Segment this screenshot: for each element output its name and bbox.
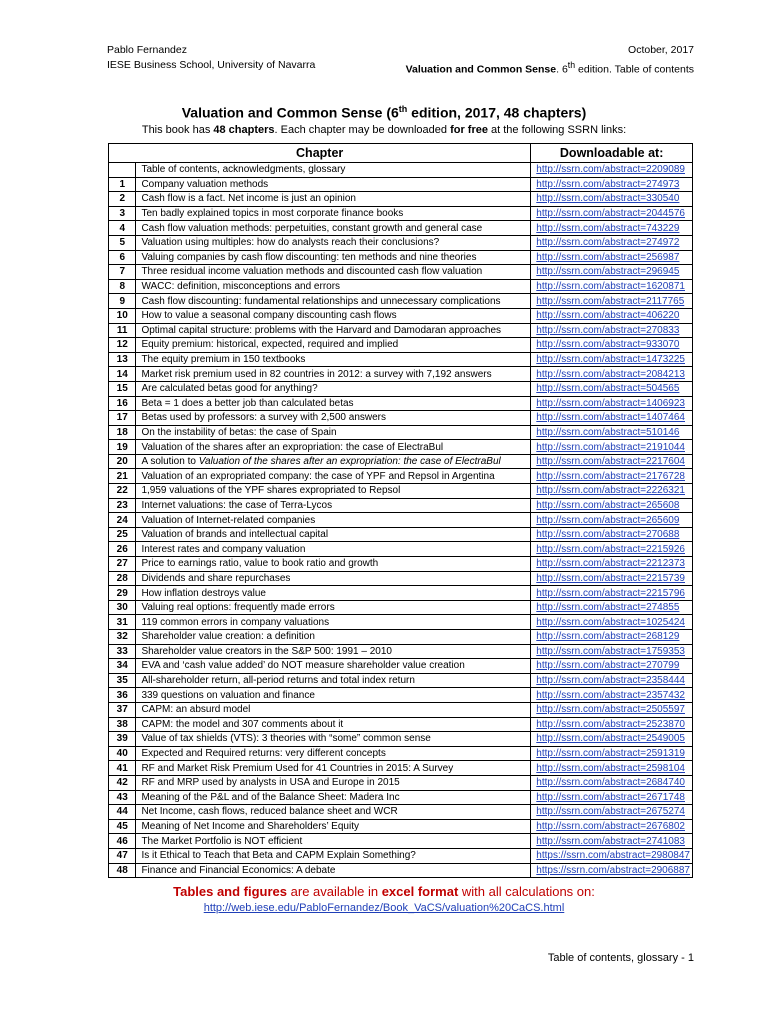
ssrn-link[interactable]: http://ssrn.com/abstract=406220 — [531, 308, 693, 323]
chapter-title: Price to earnings ratio, value to book ratio and growth — [136, 557, 531, 572]
table-row — [109, 221, 693, 236]
chapter-number: 29 — [109, 586, 136, 601]
table-row — [109, 688, 693, 703]
chapter-title: Meaning of Net Income and Shareholders’ Equity — [136, 819, 531, 834]
chapter-title: RF and MRP used by analysts in USA and Europe in 2015 — [136, 775, 531, 790]
chapter-number: 14 — [109, 367, 136, 382]
chapter-title: Valuation using multiples: how do analysts reach their conclusions? — [136, 235, 531, 250]
chapter-title: The equity premium in 150 textbooks — [136, 352, 531, 367]
chapter-number: 40 — [109, 746, 136, 761]
chapter-title: Valuation of the shares after an expropriation: the case of ElectraBul — [136, 440, 531, 455]
ssrn-link[interactable]: http://ssrn.com/abstract=2549005 — [531, 732, 693, 747]
chapter-title: Is it Ethical to Teach that Beta and CAPM Explain Something? — [136, 848, 531, 863]
table-row — [109, 775, 693, 790]
table-row — [109, 834, 693, 849]
table-row — [109, 308, 693, 323]
chapter-number: 27 — [109, 557, 136, 572]
chapter-title-italic: Valuation of the shares after an expropriation: the case of ElectraBul — [198, 456, 501, 468]
note-part-1: are available in — [287, 884, 382, 899]
chapter-title: EVA and ‘cash value added’ do NOT measure shareholder value creation — [136, 659, 531, 674]
chapter-number: 4 — [109, 221, 136, 236]
table-row — [109, 527, 693, 542]
chapter-title: All-shareholder return, all-period returns and total index return — [136, 673, 531, 688]
chapter-number: 8 — [109, 279, 136, 294]
chapter-number: 25 — [109, 527, 136, 542]
excel-link[interactable]: http://web.iese.edu/PabloFernandez/Book_VaCS/valuation%20CaCS.html — [203, 902, 565, 914]
ssrn-link[interactable]: http://ssrn.com/abstract=2117765 — [531, 294, 693, 309]
table-row — [109, 396, 693, 411]
author-affiliation: IESE Business School, University of Navarra — [107, 59, 316, 71]
ssrn-link[interactable]: http://ssrn.com/abstract=265609 — [531, 513, 693, 528]
chapter-title: Meaning of the P&L and of the Balance Sheet: Madera Inc — [136, 790, 531, 805]
chapter-title: Finance and Financial Economics: A debate — [136, 863, 531, 878]
ssrn-link[interactable]: http://ssrn.com/abstract=933070 — [531, 338, 693, 353]
ssrn-link[interactable]: http://ssrn.com/abstract=1759353 — [531, 644, 693, 659]
chapter-number: 36 — [109, 688, 136, 703]
chapter-title: The Market Portfolio is NOT efficient — [136, 834, 531, 849]
chapter-title: Interest rates and company valuation — [136, 542, 531, 557]
table-row — [109, 498, 693, 513]
ssrn-link[interactable]: http://ssrn.com/abstract=270833 — [531, 323, 693, 338]
table-row — [109, 192, 693, 207]
ssrn-link[interactable]: http://ssrn.com/abstract=2675274 — [531, 805, 693, 820]
table-row — [109, 673, 693, 688]
chapter-number: 15 — [109, 381, 136, 396]
ssrn-link[interactable]: http://ssrn.com/abstract=743229 — [531, 221, 693, 236]
table-row — [109, 425, 693, 440]
chapter-title: Beta = 1 does a better job than calculated betas — [136, 396, 531, 411]
chapter-title: CAPM: the model and 307 comments about it — [136, 717, 531, 732]
ssrn-link[interactable]: http://ssrn.com/abstract=2044576 — [531, 206, 693, 221]
ssrn-link[interactable]: http://ssrn.com/abstract=1025424 — [531, 615, 693, 630]
ssrn-link[interactable]: http://ssrn.com/abstract=2358444 — [531, 673, 693, 688]
title-part-2: edition, 2017, 48 chapters) — [407, 104, 587, 121]
table-row — [109, 294, 693, 309]
note-bold-1: Tables and figures — [173, 884, 288, 899]
title-sup: th — [398, 104, 408, 114]
ssrn-link[interactable]: http://ssrn.com/abstract=2191044 — [531, 440, 693, 455]
chapter-title: Equity premium: historical, expected, required and implied — [136, 338, 531, 353]
table-row — [109, 279, 693, 294]
table-row — [109, 790, 693, 805]
table-row — [109, 848, 693, 863]
chapter-number: 44 — [109, 805, 136, 820]
chapter-title: Market risk premium used in 82 countries in 2012: a survey with 7,192 answers — [136, 367, 531, 382]
chapter-number: 5 — [109, 235, 136, 250]
page-footer — [548, 952, 694, 964]
ssrn-link[interactable]: http://ssrn.com/abstract=265608 — [531, 498, 693, 513]
table-row — [109, 746, 693, 761]
table-row — [109, 717, 693, 732]
table-row — [109, 586, 693, 601]
note-part-2: with all calculations on: — [458, 884, 595, 899]
ssrn-link[interactable]: http://ssrn.com/abstract=2215739 — [531, 571, 693, 586]
table-row — [109, 381, 693, 396]
chapter-number: 28 — [109, 571, 136, 586]
table-row — [109, 338, 693, 353]
author-name: Pablo Fernandez — [107, 44, 187, 56]
ssrn-link[interactable]: http://ssrn.com/abstract=2676802 — [531, 819, 693, 834]
ssrn-link[interactable]: https://ssrn.com/abstract=2906887 — [531, 863, 693, 878]
ssrn-link[interactable]: http://ssrn.com/abstract=2505597 — [531, 702, 693, 717]
table-row — [109, 250, 693, 265]
footer-label: Table of contents, glossary - — [547, 952, 688, 964]
ssrn-link[interactable]: http://ssrn.com/abstract=2357432 — [531, 688, 693, 703]
ssrn-link[interactable]: http://ssrn.com/abstract=2084213 — [531, 367, 693, 382]
chapter-title: Company valuation methods — [136, 177, 531, 192]
chapter-title: Three residual income valuation methods and discounted cash flow valuation — [136, 265, 531, 280]
table-row — [109, 163, 693, 178]
subtitle-part-2: . Each chapter may be downloaded — [274, 124, 451, 136]
ssrn-link[interactable]: http://ssrn.com/abstract=1407464 — [531, 411, 693, 426]
chapter-title: Valuing companies by cash flow discounting: ten methods and nine theories — [136, 250, 531, 265]
table-row — [109, 265, 693, 280]
chapter-title: How to value a seasonal company discounting cash flows — [136, 308, 531, 323]
chapter-number: 3 — [109, 206, 136, 221]
table-row — [109, 571, 693, 586]
subtitle-part-1: This book has — [141, 124, 214, 136]
chapter-number: 6 — [109, 250, 136, 265]
chapter-number: 22 — [109, 484, 136, 499]
table-row — [109, 323, 693, 338]
table-row — [109, 367, 693, 382]
note-bold-2: excel format — [381, 884, 459, 899]
header-right — [406, 43, 694, 78]
chapter-number: 31 — [109, 615, 136, 630]
table-row — [109, 411, 693, 426]
table-header-row — [109, 144, 693, 163]
ssrn-link[interactable]: http://ssrn.com/abstract=268129 — [531, 630, 693, 645]
chapter-number: 37 — [109, 702, 136, 717]
chapter-title: Valuation of an expropriated company: the case of YPF and Repsol in Argentina — [136, 469, 531, 484]
chapter-title: Value of tax shields (VTS): 3 theories with “some” common sense — [136, 732, 531, 747]
chapter-title: Betas used by professors: a survey with 2,500 answers — [136, 411, 531, 426]
chapter-title-prefix: A solution to — [141, 456, 199, 468]
chapter-number: 11 — [109, 323, 136, 338]
chapter-number: 12 — [109, 338, 136, 353]
table-row — [109, 440, 693, 455]
chapter-number: 9 — [109, 294, 136, 309]
chapter-number: 18 — [109, 425, 136, 440]
ssrn-link[interactable]: http://ssrn.com/abstract=1473225 — [531, 352, 693, 367]
document-title — [0, 104, 768, 121]
chapter-number — [109, 163, 136, 178]
ssrn-link[interactable]: http://ssrn.com/abstract=2212373 — [531, 557, 693, 572]
subtitle-part-3: at the following SSRN links: — [487, 124, 627, 136]
chapter-column-header: Chapter — [109, 144, 531, 163]
chapter-title: 119 common errors in company valuations — [136, 615, 531, 630]
chapter-title: Optimal capital structure: problems with the Harvard and Damodaran approaches — [136, 323, 531, 338]
chapter-title: Internet valuations: the case of Terra-Lycos — [136, 498, 531, 513]
table-row — [109, 805, 693, 820]
chapter-number: 13 — [109, 352, 136, 367]
chapter-title: Dividends and share repurchases — [136, 571, 531, 586]
header-date: October, 2017 — [628, 44, 694, 56]
chapter-title: WACC: definition, misconceptions and errors — [136, 279, 531, 294]
ssrn-link[interactable]: http://ssrn.com/abstract=1406923 — [531, 396, 693, 411]
chapter-title — [136, 454, 531, 469]
table-row — [109, 659, 693, 674]
chapter-title: How inflation destroys value — [136, 586, 531, 601]
header-book-info — [406, 58, 694, 78]
ssrn-link[interactable]: http://ssrn.com/abstract=330540 — [531, 192, 693, 207]
chapter-number: 24 — [109, 513, 136, 528]
chapter-title: RF and Market Risk Premium Used for 41 Countries in 2015: A Survey — [136, 761, 531, 776]
chapter-number: 26 — [109, 542, 136, 557]
ssrn-link[interactable]: http://ssrn.com/abstract=2591319 — [531, 746, 693, 761]
chapter-title: Cash flow discounting: fundamental relationships and unnecessary complications — [136, 294, 531, 309]
ssrn-link[interactable]: http://ssrn.com/abstract=2176728 — [531, 469, 693, 484]
chapter-number: 32 — [109, 630, 136, 645]
page-number: 1 — [687, 952, 694, 964]
chapter-title: On the instability of betas: the case of Spain — [136, 425, 531, 440]
ssrn-link[interactable]: http://ssrn.com/abstract=270799 — [531, 659, 693, 674]
ssrn-link[interactable]: http://ssrn.com/abstract=256987 — [531, 250, 693, 265]
chapter-number: 1 — [109, 177, 136, 192]
chapter-number: 30 — [109, 600, 136, 615]
ssrn-link[interactable]: http://ssrn.com/abstract=2215926 — [531, 542, 693, 557]
link-column-header: Downloadable at: — [531, 144, 693, 163]
chapter-title: 339 questions on valuation and finance — [136, 688, 531, 703]
ssrn-link[interactable]: http://ssrn.com/abstract=274972 — [531, 235, 693, 250]
subtitle-bold-1: 48 chapters — [213, 124, 275, 136]
chapter-title: Are calculated betas good for anything? — [136, 381, 531, 396]
chapter-number: 35 — [109, 673, 136, 688]
ssrn-link[interactable]: http://ssrn.com/abstract=2217604 — [531, 454, 693, 469]
document-subtitle — [0, 124, 768, 136]
table-row — [109, 819, 693, 834]
chapter-title: 1,959 valuations of the YPF shares expropriated to Repsol — [136, 484, 531, 499]
ssrn-link[interactable]: http://ssrn.com/abstract=510146 — [531, 425, 693, 440]
ssrn-link[interactable]: http://ssrn.com/abstract=274973 — [531, 177, 693, 192]
table-row — [109, 454, 693, 469]
table-row — [109, 206, 693, 221]
chapter-number: 10 — [109, 308, 136, 323]
chapters-table — [108, 143, 693, 878]
ssrn-link[interactable]: http://ssrn.com/abstract=2671748 — [531, 790, 693, 805]
chapter-number: 17 — [109, 411, 136, 426]
chapter-title: Cash flow valuation methods: perpetuities, constant growth and general case — [136, 221, 531, 236]
table-row — [109, 761, 693, 776]
chapter-title: Valuation of Internet-related companies — [136, 513, 531, 528]
chapter-number: 2 — [109, 192, 136, 207]
chapter-title: Table of contents, acknowledgments, glossary — [136, 163, 531, 178]
table-row — [109, 484, 693, 499]
table-row — [109, 863, 693, 878]
ssrn-link[interactable]: http://ssrn.com/abstract=1620871 — [531, 279, 693, 294]
ssrn-link[interactable]: http://ssrn.com/abstract=2684740 — [531, 775, 693, 790]
chapter-title: Ten badly explained topics in most corporate finance books — [136, 206, 531, 221]
table-row — [109, 513, 693, 528]
table-row — [109, 352, 693, 367]
ssrn-link[interactable]: http://ssrn.com/abstract=2598104 — [531, 761, 693, 776]
table-row — [109, 177, 693, 192]
table-row — [109, 644, 693, 659]
chapter-title: Valuation of brands and intellectual capital — [136, 527, 531, 542]
table-row — [109, 732, 693, 747]
table-row — [109, 615, 693, 630]
chapter-title: Expected and Required returns: very different concepts — [136, 746, 531, 761]
chapter-title: Net Income, cash flows, reduced balance sheet and WCR — [136, 805, 531, 820]
chapter-title: Cash flow is a fact. Net income is just an opinion — [136, 192, 531, 207]
chapter-number: 47 — [109, 848, 136, 863]
chapter-number: 20 — [109, 454, 136, 469]
header-edition-prefix: . 6 — [556, 63, 568, 76]
chapter-number: 41 — [109, 761, 136, 776]
table-row — [109, 630, 693, 645]
chapter-number: 34 — [109, 659, 136, 674]
chapter-number: 33 — [109, 644, 136, 659]
ssrn-link[interactable]: http://ssrn.com/abstract=2209089 — [531, 163, 693, 178]
chapter-number: 45 — [109, 819, 136, 834]
ssrn-link[interactable]: http://ssrn.com/abstract=270688 — [531, 527, 693, 542]
title-part-1: Valuation and Common Sense (6 — [181, 104, 399, 121]
chapter-number: 23 — [109, 498, 136, 513]
ssrn-link[interactable]: http://ssrn.com/abstract=504565 — [531, 381, 693, 396]
header-book-title: Valuation and Common Sense — [405, 63, 557, 76]
header-edition-suffix: edition. Table of contents — [575, 63, 694, 76]
chapter-number: 19 — [109, 440, 136, 455]
table-row — [109, 702, 693, 717]
chapter-number: 43 — [109, 790, 136, 805]
chapter-number: 7 — [109, 265, 136, 280]
chapter-title: Shareholder value creators in the S&P 500: 1991 – 2010 — [136, 644, 531, 659]
header-left — [107, 43, 315, 73]
chapter-number: 46 — [109, 834, 136, 849]
table-row — [109, 469, 693, 484]
ssrn-link[interactable]: http://ssrn.com/abstract=2741083 — [531, 834, 693, 849]
chapter-number: 48 — [109, 863, 136, 878]
chapter-title: CAPM: an absurd model — [136, 702, 531, 717]
ssrn-link[interactable]: http://ssrn.com/abstract=2523870 — [531, 717, 693, 732]
chapter-number: 16 — [109, 396, 136, 411]
chapter-title: Shareholder value creation: a definition — [136, 630, 531, 645]
subtitle-bold-2: for free — [450, 124, 488, 136]
ssrn-link[interactable]: https://ssrn.com/abstract=2980847 — [531, 848, 693, 863]
chapter-number: 38 — [109, 717, 136, 732]
ssrn-link[interactable]: http://ssrn.com/abstract=296945 — [531, 265, 693, 280]
table-row — [109, 542, 693, 557]
ssrn-link[interactable]: http://ssrn.com/abstract=2226321 — [531, 484, 693, 499]
chapter-number: 42 — [109, 775, 136, 790]
table-row — [109, 235, 693, 250]
chapter-number: 21 — [109, 469, 136, 484]
ssrn-link[interactable]: http://ssrn.com/abstract=2215796 — [531, 586, 693, 601]
table-row — [109, 600, 693, 615]
chapter-number: 39 — [109, 732, 136, 747]
table-row — [109, 557, 693, 572]
header-edition-sup: th — [567, 60, 576, 70]
chapter-title: Valuing real options: frequently made errors — [136, 600, 531, 615]
ssrn-link[interactable]: http://ssrn.com/abstract=274855 — [531, 600, 693, 615]
excel-note — [0, 884, 768, 899]
